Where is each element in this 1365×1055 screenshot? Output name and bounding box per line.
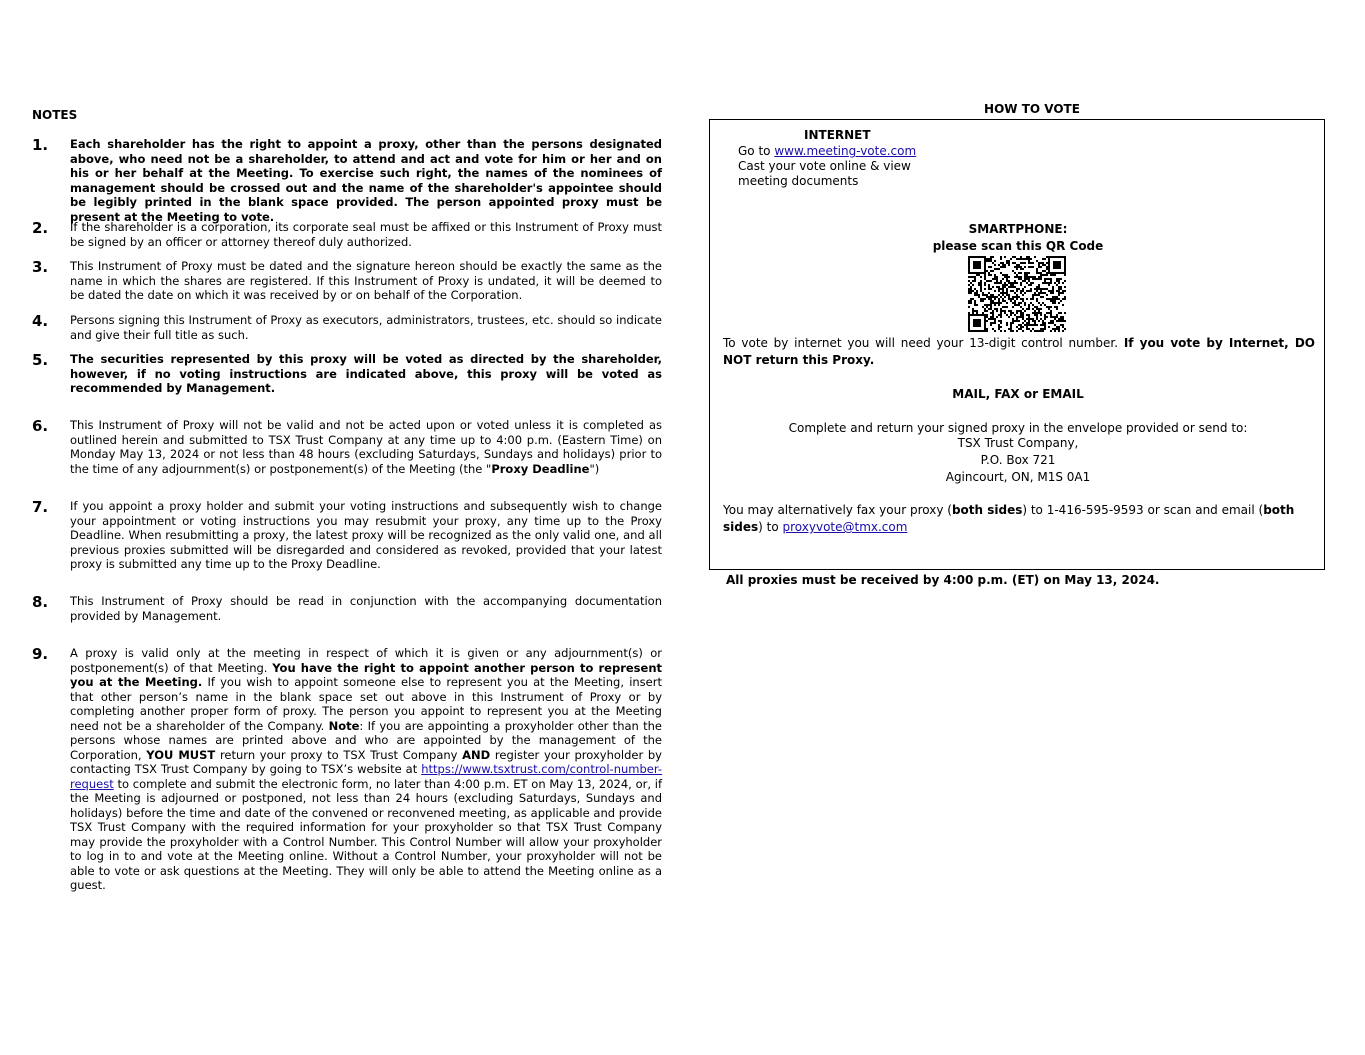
how-to-vote-title: HOW TO VOTE xyxy=(984,102,1080,116)
note-text-part: : If you are appointing a proxyholder other than the persons whose names are printed above and who are appointed by the management of the Corporation, xyxy=(70,718,662,762)
note-bold-text: YOU MUST xyxy=(146,747,216,762)
note-number: 7. xyxy=(32,498,49,516)
note-text: This Instrument of Proxy should be read in conjunction with the accompanying documentation provided by Management. xyxy=(70,594,662,623)
note-text: If you appoint a proxy holder and submit your voting instructions and subsequently wish to change your appointment or voting instructions you may resubmit your proxy, any time up to the Proxy Deadline. When resubmitting a proxy, the latest proxy will be recognized as the only valid one, and all previous proxies submitted will be disregarded and considered as revoked, provided that your latest proxy is submitted any time up to the Proxy Deadline. xyxy=(70,499,662,571)
note-text: If the shareholder is a corporation, its corporate seal must be affixed or this Instrument of Proxy must be signed by an officer or attorney thereof duly authorized. xyxy=(70,220,662,249)
note-number: 3. xyxy=(32,258,49,276)
fax-text-part: You may alternatively fax your proxy ( xyxy=(723,503,952,517)
notes-heading: NOTES xyxy=(32,108,78,122)
note-9 xyxy=(32,646,662,893)
note-bold-text: AND xyxy=(462,747,491,762)
note-text xyxy=(70,646,662,893)
note-text-part: This Instrument of Proxy will not be valid and not be acted upon or voted unless it is completed as outlined herein and submitted to TSX Trust Company at any time up to 4:00 p.m. (Eastern Time) on Monday May 13, 2024 or not less than 48 hours (excluding Saturdays, Sundays and holidays) prior to the time of any adjournment(s) or postponement(s) of the Meeting (the " xyxy=(70,418,662,476)
proxyvote-email-link[interactable]: proxyvote@tmx.com xyxy=(782,520,908,534)
mail-line-4: Agincourt, ON, M1S 0A1 xyxy=(945,470,1091,484)
note-bold-text: You have the right to appoint another person to represent you at the Meeting. xyxy=(70,660,663,689)
mail-line-3: P.O. Box 721 xyxy=(980,453,1056,467)
note-number: 4. xyxy=(32,312,49,330)
note-3 xyxy=(32,259,662,303)
smartphone-subtitle: please scan this QR Code xyxy=(932,239,1104,253)
note-4 xyxy=(32,313,662,342)
note-text-part: A proxy is valid only at the meeting in respect of which it is given or any adjournment(s) or postponement(s) of that Meeting. xyxy=(70,646,662,675)
how-to-vote-box xyxy=(709,119,1325,570)
note-text: Persons signing this Instrument of Proxy as executors, administrators, trustees, etc. should so indicate and give their full title as such. xyxy=(70,313,662,342)
note-text-part: register your proxyholder by contacting TSX Trust Company by going to TSX’s website at xyxy=(70,747,662,776)
control-number-warning: If you vote by Internet, DO NOT return this Proxy. xyxy=(723,336,1315,367)
note-number: 2. xyxy=(32,219,49,237)
smartphone-title: SMARTPHONE: xyxy=(968,222,1068,236)
note-8 xyxy=(32,594,662,623)
note-number: 5. xyxy=(32,351,49,369)
note-number: 6. xyxy=(32,417,49,435)
note-5 xyxy=(32,352,662,396)
note-text-part: return your proxy to TSX Trust Company xyxy=(215,747,463,762)
mail-line-1: Complete and return your signed proxy in the envelope provided or send to: xyxy=(788,421,1248,435)
go-to-label: Go to xyxy=(738,144,775,158)
note-number: 8. xyxy=(32,593,49,611)
internet-line-3: meeting documents xyxy=(738,174,859,188)
fax-email-text xyxy=(723,502,1315,536)
control-number-plain: To vote by internet you will need your 13-digit control number. xyxy=(723,336,1124,350)
fax-bold-text: both sides xyxy=(723,503,1295,534)
note-2 xyxy=(32,220,662,249)
internet-title: INTERNET xyxy=(804,128,871,142)
mail-fax-email-title: MAIL, FAX or EMAIL xyxy=(952,387,1084,401)
fax-text-part: ) to 1-416-595-9593 or scan and email ( xyxy=(1022,503,1264,517)
note-6 xyxy=(32,418,662,476)
note-text-part: If you wish to appoint someone else to represent you at the Meeting, insert that other person’s name in the blank space set out above in this Instrument of Proxy or by completing another proper form of proxy. The person you appoint to represent you at the Meeting need not be a shareholder of the Company. xyxy=(70,675,662,733)
note-text: This Instrument of Proxy must be dated and the signature hereon should be exactly the same as the name in which the shares are registered. If this Instrument of Proxy is undated, it will be deemed to be dated the date on which it was received by or on behalf of the Corporation. xyxy=(70,259,662,302)
note-bold-text: Note xyxy=(328,718,360,733)
note-text: Each shareholder has the right to appoint a proxy, other than the persons designated above, who need not be a shareholder, to attend and act and vote for him or her and on his or her behalf at the Meeting. To exercise such right, the names of the nominees of management should be crossed out and the name of the shareholder's appointee should be legibly printed in the blank space provided. The person appointed proxy must be present at the Meeting to vote. xyxy=(70,137,662,224)
proxy-deadline-term: Proxy Deadline xyxy=(491,461,590,476)
mail-line-2: TSX Trust Company, xyxy=(957,436,1079,450)
internet-line-2: Cast your vote online & view xyxy=(738,159,911,173)
internet-go-to xyxy=(738,144,916,159)
note-1 xyxy=(32,137,662,224)
fax-text-part: ) to xyxy=(758,520,783,534)
note-text-part: ") xyxy=(589,461,600,476)
note-number: 1. xyxy=(32,136,49,154)
note-text xyxy=(70,418,662,476)
note-text-part: to complete and submit the electronic form, no later than 4:00 p.m. ET on May 13, 2024, or, if the Meeting is adjourned or postponed, not less than 24 hours (excluding Saturdays, Sundays and holidays) before the time and date of the convened or reconvened meeting, as applicable and provide TSX Trust Company with the required information for your proxyholder so that TSX Trust Company may provide the proxyholder with a Control Number. This Control Number will allow your proxyholder to log in to and vote at the Meeting online. Without a Control Number, your proxyholder will not be able to vote or ask questions at the Meeting. They will only be able to attend the Meeting online as a guest. xyxy=(70,776,662,892)
meeting-vote-link[interactable]: www.meeting-vote.com xyxy=(774,144,917,158)
proxy-deadline-notice: All proxies must be received by 4:00 p.m. (ET) on May 13, 2024. xyxy=(726,573,1160,587)
qr-code-icon xyxy=(968,256,1066,332)
fax-bold-text: both sides xyxy=(951,503,1023,517)
control-number-request-link[interactable]: https://www.tsxtrust.com/control-number-request xyxy=(70,762,662,791)
note-text: The securities represented by this proxy will be voted as directed by the shareholder, however, if no voting instructions are indicated above, this proxy will be voted as recommended by Management. xyxy=(70,352,662,395)
note-number: 9. xyxy=(32,645,49,663)
control-number-text xyxy=(723,335,1315,369)
note-7 xyxy=(32,499,662,572)
